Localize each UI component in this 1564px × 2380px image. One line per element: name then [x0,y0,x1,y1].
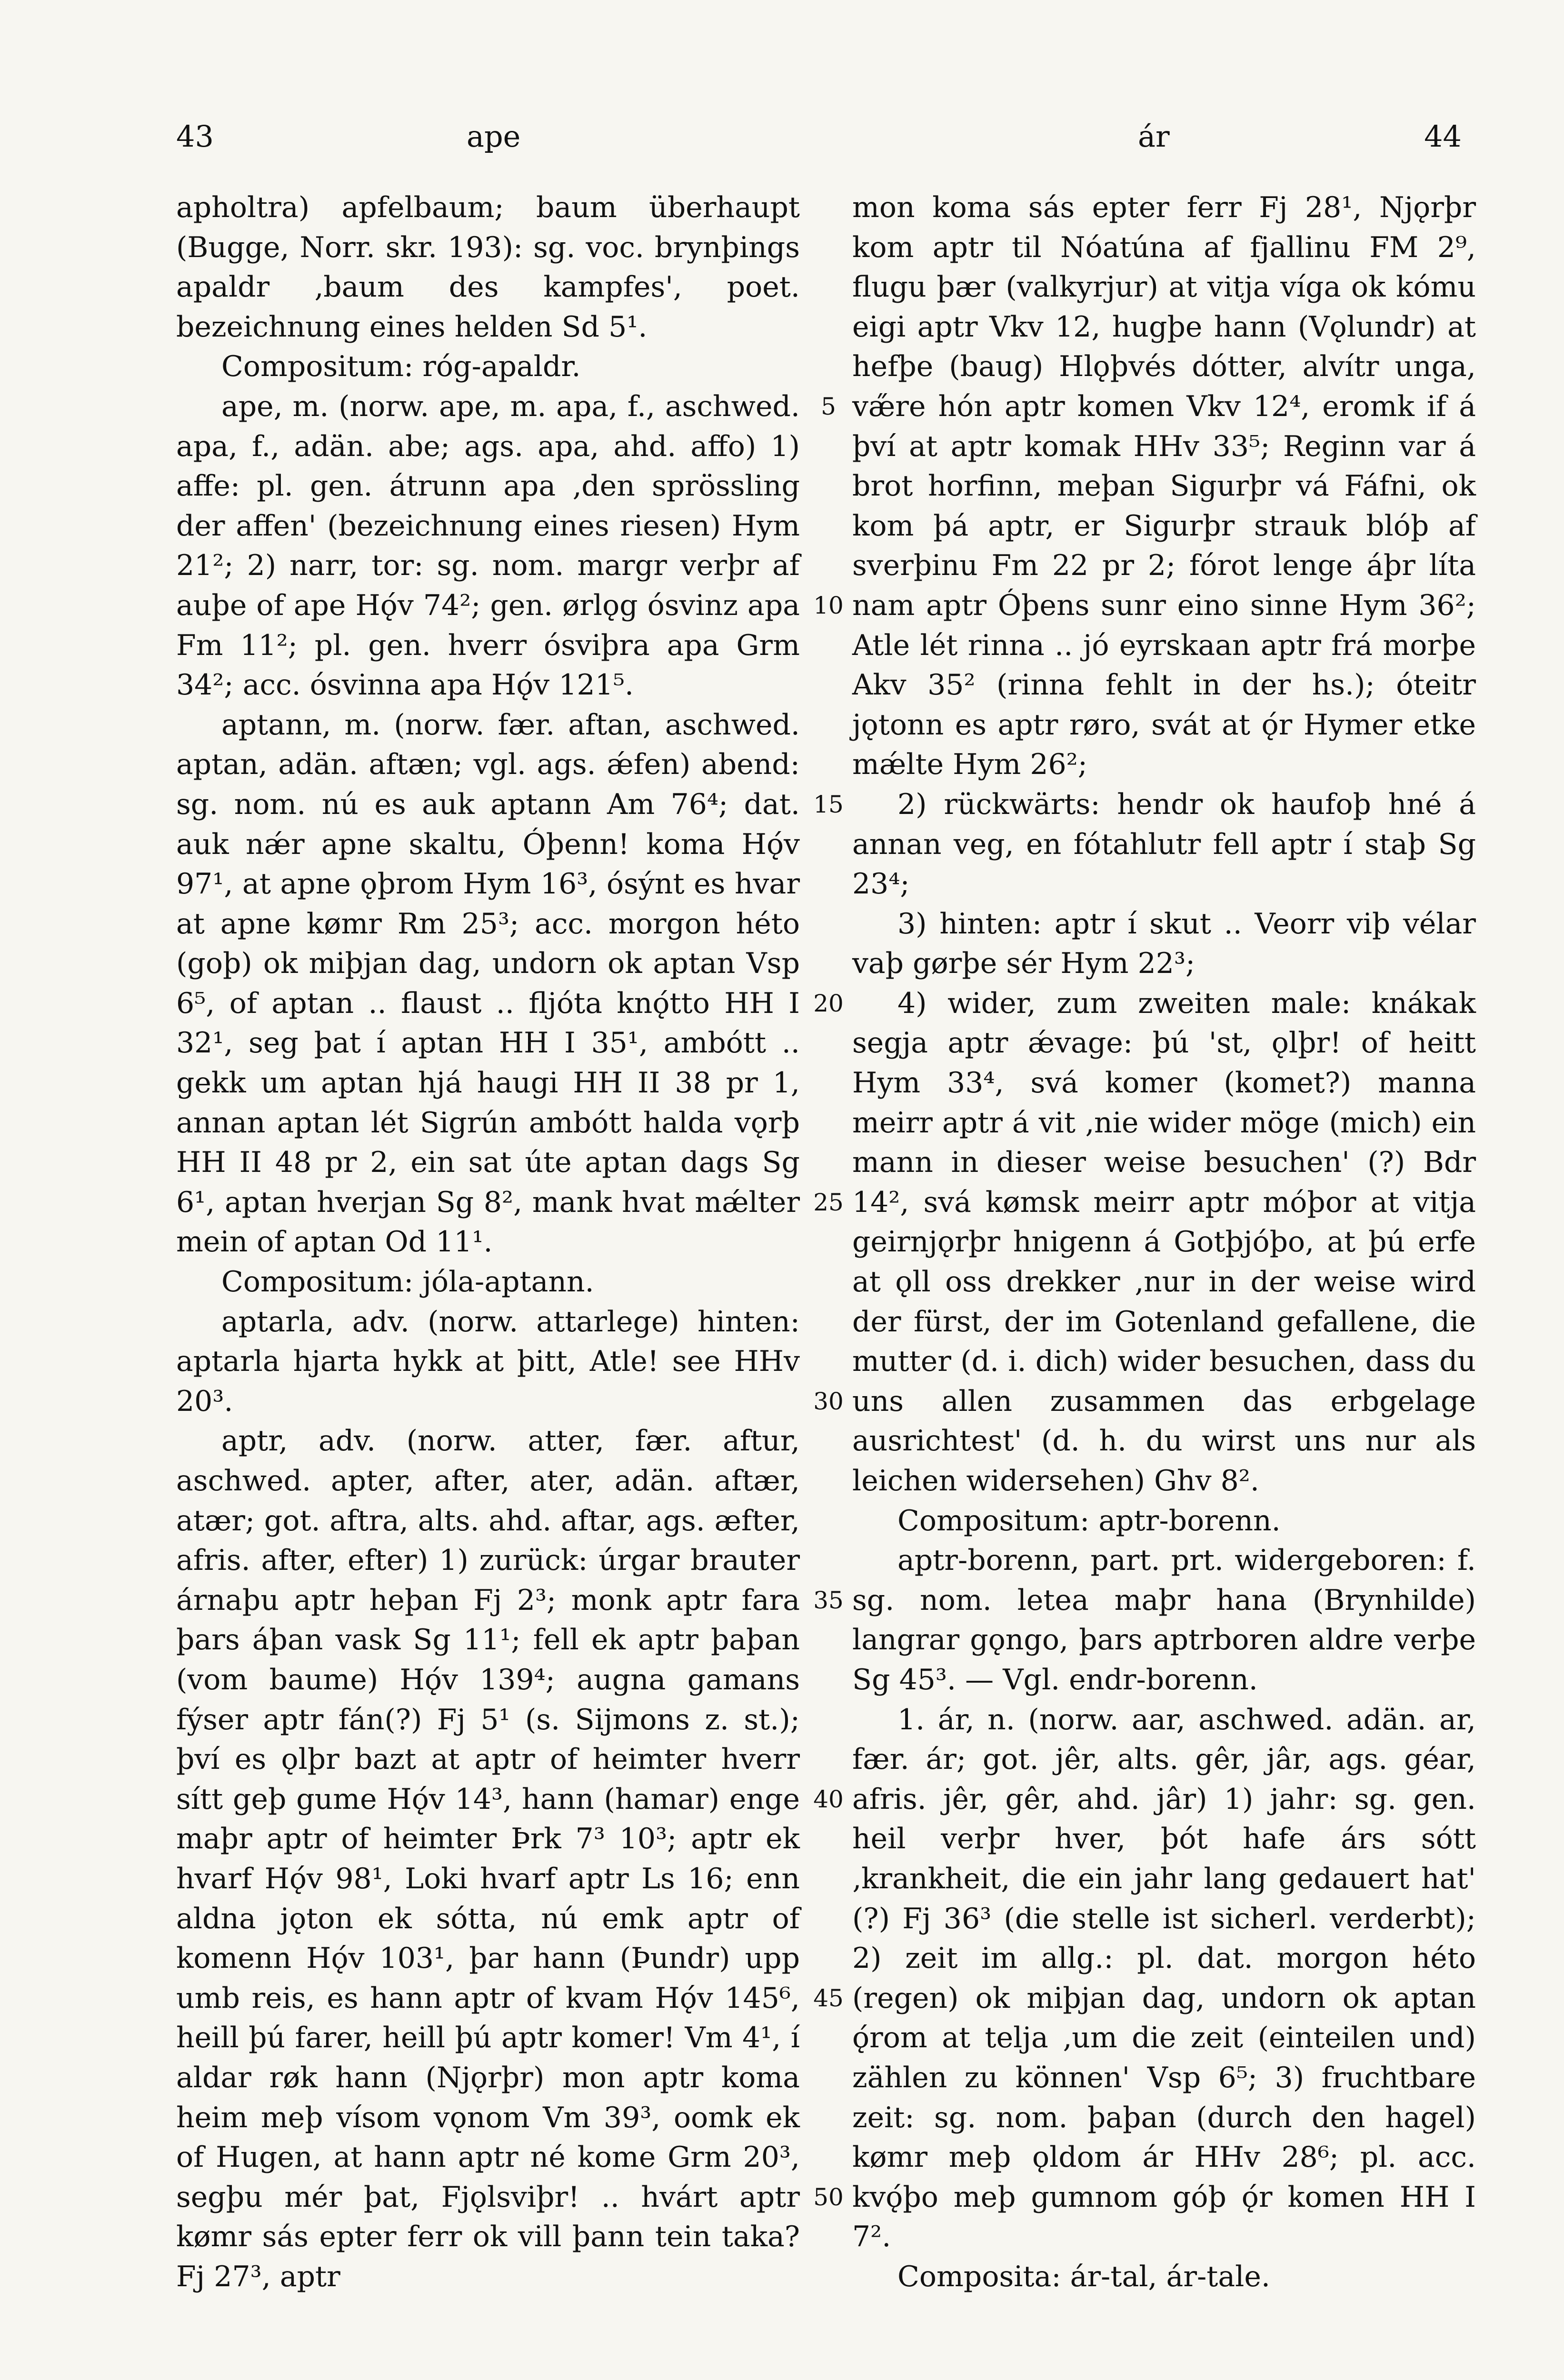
line-number: 15 [813,791,844,818]
entry-ape: ape, m. (norw. ape, m. apa, f., aschwed. apa, f., adän. abe; ags. apa, ahd. affo) 1) affe: pl. gen. átrunn apa ‚den sprössling der affen' (bezeichnung eines riesen) Hym 21²; 2) narr, tor: sg. nom. margr verþr af auþe of ape Hǫ́v 74²; gen. ørlǫg ósvinz apa Fm 11²; pl. gen. hverr ósviþra apa Grm 34²; acc. ósvinna apa Hǫ́v 121⁵. [176,389,800,702]
line-number: 25 [813,1189,844,1216]
entry-paragraph: Compositum: jóla-aptann. [221,1265,594,1299]
line-number: 50 [813,2183,844,2211]
line-number: 35 [813,1587,844,1614]
entry-paragraph: 3) hinten: aptr í skut .. Veorr viþ vélar vaþ gørþe sér Hym 22³; [852,907,1476,981]
entry-aptarla: aptarla, adv. (norw. attarlege) hinten: aptarla hjarta hykk at þitt, Atle! see HHv 20³. [176,1305,800,1418]
line-number: 30 [813,1388,844,1415]
entry-paragraph: 2) rückwärts: hendr ok haufoþ hné á annan veg, en fótahlutr fell aptr í staþ Sg 23⁴; [852,787,1476,901]
entry-paragraph: Composita: ár-tal, ár-tale. [897,2260,1270,2293]
entry-paragraph: 4) wider, zum zweiten male: knákak segja aptr ǽvage: þú 'st, ǫlþr! of heitt Hym 33⁴, svá komer (komet?) manna meirr aptr á vit ‚nie wider möge (mich) ein mann in dieser weise besuchen' (?) Bdr 14², svá kømsk meirr aptr móþor at vitja geirnjǫrþr hnigenn á Gotþjóþo, at þú erfe at ǫll oss drekker ‚nur in der weise wird der fürst, der im Gotenland gefallene, die mutter (d. i. dich) wider besuchen, dass du uns allen zusammen das erbgelage ausrichtest' (d. h. du wirst uns nur als leichen widersehen) Ghv 8². [852,986,1476,1497]
right-column [852,188,1476,2297]
running-headword-right: ár [1138,119,1170,154]
entry-paragraph: apholtra) apfelbaum; baum überhaupt (Bugge, Norr. skr. 193): sg. voc. brynþings apaldr ‚baum des kampfes', poet. bezeichnung eines helden Sd 5¹. [176,191,800,344]
entry-paragraph: Compositum: róg-apaldr. [221,350,581,384]
entry-paragraph: mon koma sás epter ferr Fj 28¹, Njǫrþr kom aptr til Nóatúna af fjallinu FM 2⁹, flugu þær (valkyrjur) at vitja víga ok kómu eigi aptr Vkv 12, hugþe hann (Vǫlundr) at hefþe (baug) Hlǫþvés dótter, alvítr unga, væ̋re hón aptr komen Vkv 12⁴, eromk if á því at aptr komak HHv 33⁵; Reginn var á brot horfinn, meþan Sigurþr vá Fáfni, ok kom þá aptr, er Sigurþr strauk blóþ af sverþinu Fm 22 pr 2; fórot lenge áþr líta nam aptr Óþens sunr eino sinne Hym 36²; Atle lét rinna .. jó eyrskaan aptr frá morþe Akv 35² (rinna fehlt in der hs.); óteitr jǫtonn es aptr røro, svát at ǫ́r Hymer etke mǽlte Hym 26²; [852,191,1476,782]
page-number-right: 44 [1424,119,1462,154]
entry-paragraph: Compositum: aptr-borenn. [897,1504,1281,1537]
entry-aptr: aptr, adv. (norw. atter, fær. aftur, aschwed. apter, after, ater, adän. aftær, atær; got. aftra, alts. ahd. aftar, ags. æfter, afris. after, efter) 1) zurück: úrgar brauter árnaþu aptr heþan Fj 2³; monk aptr fara þars áþan vask Sg 11¹; fell ek aptr þaþan (vom baume) Hǫ́v 139⁴; augna gamans fýser aptr fán(?) Fj 5¹ (s. Sijmons z. st.); því es ǫlþr bazt at aptr of heimter hverr sítt geþ gume Hǫ́v 14³, hann (hamar) enge maþr aptr of heimter Þrk 7³ 10³; aptr ek hvarf Hǫ́v 98¹, Loki hvarf aptr Ls 16; enn aldna jǫton ek sótta, nú emk aptr of komenn Hǫ́v 103¹, þar hann (Þundr) upp umb reis, es hann aptr of kvam Hǫ́v 145⁶, heill þú farer, heill þú aptr komer! Vm 4¹, í aldar røk hann (Njǫrþr) mon aptr koma heim meþ vísom vǫnom Vm 39³, oomk ek of Hugen, at hann aptr né kome Grm 20³, segþu mér þat, Fjǫlsviþr! .. hvárt aptr kømr sás epter ferr ok vill þann tein taka? Fj 27³, aptr [176,1424,800,2293]
line-number: 40 [813,1785,844,1813]
line-number: 10 [813,592,844,619]
entry-ar: 1. ár, n. (norw. aar, aschwed. adän. ar, fær. ár; got. jêr, alts. gêr, jâr, ags. géar, afris. jêr, gêr, ahd. jâr) 1) jahr: sg. gen. heil verþr hver, þót hafe árs sótt ‚krankheit, die ein jahr lang gedauert hat' (?) Fj 36³ (die stelle ist sicherl. verderbt); 2) zeit im allg.: pl. dat. morgon héto (regen) ok miþjan dag, undorn ok aptan ǫ́rom at telja ‚um die zeit (einteilen und) zählen zu können' Vsp 6⁵; 3) fruchtbare zeit: sg. nom. þaþan (durch den hagel) kømr meþ ǫldom ár HHv 28⁶; pl. acc. kvǫ́þo meþ gumnom góþ ǫ́r komen HH I 7². [852,1703,1476,2254]
line-number: 20 [813,990,844,1017]
running-headword-left: ape [467,119,521,154]
line-number: 5 [821,393,836,420]
entry-aptann: aptann, m. (norw. fær. aftan, aschwed. aptan, adän. aftæn; vgl. ags. ǽfen) abend: sg. nom. nú es auk aptann Am 76⁴; dat. auk nǽr apne skaltu, Óþenn! koma Hǫ́v 97¹, at apne ǫþrom Hym 16³, ósýnt es hvar at apne kømr Rm 25³; acc. morgon héto (goþ) ok miþjan dag, undorn ok aptan Vsp 6⁵, of aptan .. flaust .. fljóta knǫ́tto HH I 32¹, seg þat í aptan HH I 35¹, ambótt .. gekk um aptan hjá haugi HH II 38 pr 1, annan aptan lét Sigrún ambótt halda vǫrþ HH II 48 pr 2, ein sat úte aptan dags Sg 6¹, aptan hverjan Sg 8², mank hvat mǽlter mein of aptan Od 11¹. [176,708,800,1259]
page-number-left: 43 [176,119,214,154]
left-column [176,188,800,2297]
entry-aptr-borenn: aptr-borenn, part. prt. widergeboren: f. sg. nom. letea maþr hana (Brynhilde) langrar gǫngo, þars aptrboren aldre verþe Sg 45³. — Vgl. endr-borenn. [852,1544,1476,1696]
line-number: 45 [813,1984,844,2012]
page-header [176,119,1462,176]
